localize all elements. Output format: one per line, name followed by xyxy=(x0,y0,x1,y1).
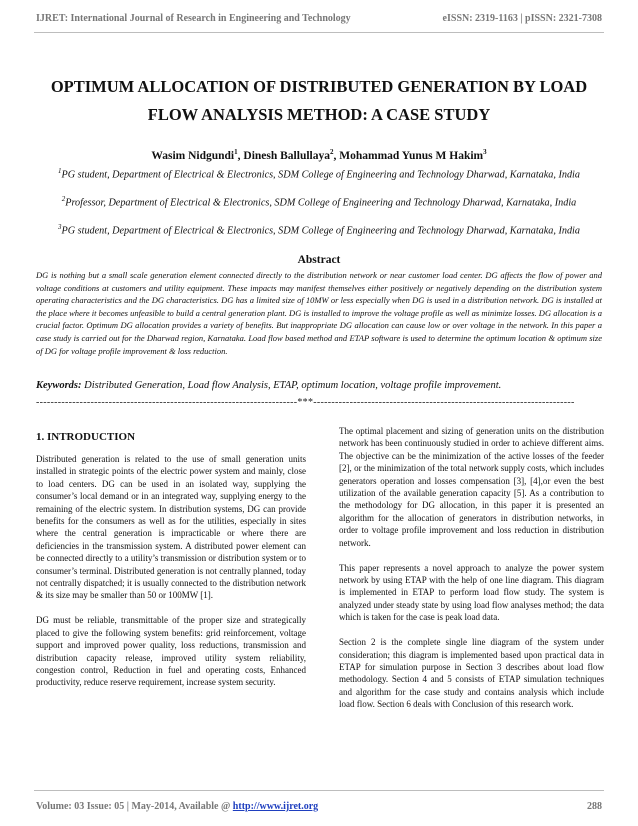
left-column xyxy=(36,431,306,701)
page-footer xyxy=(36,801,602,812)
author-mark: 2 xyxy=(329,148,334,156)
journal-name: IJRET: International Journal of Research in Engineering and Technology xyxy=(36,13,351,24)
author-name: Wasim Nidgundi xyxy=(151,149,235,162)
affiliation-text: PG student, Department of Electrical & Electronics, SDM College of Engineering and Technology Dharwad, Karnataka, India xyxy=(61,169,580,181)
footer-rule xyxy=(34,790,604,791)
author-mark: 1 xyxy=(234,148,238,156)
keywords-text: Distributed Generation, Load flow Analysis, ETAP, optimum location, voltage profile improvement. xyxy=(84,380,502,391)
author-mark: 3 xyxy=(483,148,487,156)
page-header xyxy=(36,13,602,24)
issn-info: eISSN: 2319-1163 | pISSN: 2321-7308 xyxy=(442,13,602,24)
affiliation-mark: 2 xyxy=(61,195,66,203)
body-paragraph: This paper represents a novel approach to analyze the power system network by using ETAP with the help of one line diagram. This diagram is implemented in ETAP to perform load flow study. The system is analyzed under steady state by using load flow analyses method; the data which is taken for the case is peak load data. xyxy=(339,562,604,623)
affiliation xyxy=(36,165,602,182)
keywords-label: Keywords: xyxy=(36,380,82,391)
affiliation xyxy=(36,221,602,238)
affiliation-mark: 1 xyxy=(58,167,62,175)
volume-info xyxy=(36,801,318,812)
body-paragraph: The optimal placement and sizing of generation units on the distribution network has been continuously studied in order to achieve different aims. The objective can be the minimization of the active losses of the feeder [2], or the minimization of the total network supply costs, which includes generators operation and losses compensation [3], [4],or even the best utilization of the available generation capacity [5]. As a contribution to the methodology for DG allocation, in this paper it is presented an algorithm for the allocation of generators in distribution networks, in order to voltage profile improvement and loss reduction in distribution network. xyxy=(339,426,604,548)
author-separator: , xyxy=(333,149,340,162)
abstract-heading: Abstract xyxy=(297,254,341,266)
section-heading: 1. INTRODUCTION xyxy=(36,431,136,443)
body-paragraph: Section 2 is the complete single line diagram of the system under consideration; this diagram is implemented based upon practical data in ETAP for simulation purpose in Section 3 describes about load flow methodology. Section 4 and 5 consists of ETAP simulation techniques and algorithm for the case study and contains analysis which include load flow. Section 6 deals with Conclusion of this research work. xyxy=(339,637,604,710)
affiliation-text: PG student, Department of Electrical & Electronics, SDM College of Engineering and Technology Dharwad, Karnataka, India xyxy=(61,225,580,237)
paper-title: OPTIMUM ALLOCATION OF DISTRIBUTED GENERATION BY LOAD FLOW ANALYSIS METHOD: A CASE STUDY xyxy=(50,77,588,124)
author-name: Dinesh Ballullaya xyxy=(243,149,330,162)
affiliation-mark: 3 xyxy=(58,223,62,231)
page-number: 288 xyxy=(587,801,602,812)
abstract-text: DG is nothing but a small scale generation element connected directly to the distribution network or near customer load center. DG affects the flow of power and voltage conditions at customers and utility equipment. These impacts may manifest themselves either positively or negatively depending on the distribution system operating characteristics and the DG characteristics. DG has a limited size of 10MW or less especially when DG is used in a distribution network. DG is installed at the place where it becomes unfeasible to build a central generation plant. DG is installed to improve the voltage profile as well as minimize losses. DG allocation is a crucial factor. Optimum DG allocation provides a variety of benefits. But inappropriate DG allocation can cause low or over voltage in the network. In this paper a case study is carried out for the Dharwad region, Karnataka. Load flow based method and ETAP software is used to determine the optimum location & optimum size of DG for voltage profile improvement & loss reduction. xyxy=(36,270,602,356)
affiliation xyxy=(36,193,602,210)
author-name: Mohammad Yunus M Hakim xyxy=(339,149,484,162)
affiliation-text: Professor, Department of Electrical & Electronics, SDM College of Engineering and Technology Dharwad, Karnataka, India xyxy=(65,197,577,209)
right-column xyxy=(339,425,604,723)
body-paragraph: Distributed generation is related to the use of small generation units installed in strategic points of the electric power system and mainly, close to load centers. DG can be used in an isolated way, supplying the consumer’s local demand or in an integrated way, supplying energy to the remaining of the electric system. In distribution systems, DG can provide benefits for the consumers as well as for the utilities, especially in sites where the central generation is impracticable or where there are deficiencies in the transmission system. A distributed power element can be connected directly to a utility’s transmission or distribution system or to consumer’s terminal. Distributed generation is not centrally planned, today not centrally dispatched; it is usually connected to the distribution network & its size may be smaller than 50 or 100MW [1]. xyxy=(36,454,306,601)
body-paragraph: DG must be reliable, transmittable of the proper size and strategically placed to give the following system benefits: grid reinforcement, voltage support and improved power quality, loss reductions, transmission and distribution capacity release, improved utility system reliability, congestion control, Reduction in fuel and operating costs, Enhanced productivity, reduce reserve requirement, increase system security. xyxy=(36,615,306,688)
author-separator: , xyxy=(237,149,244,162)
volume-text: Volume: 03 Issue: 05 | May-2014, Available @ xyxy=(36,801,233,812)
section-separator: ------------------------------------------------------------------------***------------------------------------------------------------------------ xyxy=(36,397,575,408)
keywords xyxy=(36,380,602,391)
journal-link[interactable]: http://www.ijret.org xyxy=(232,801,319,812)
header-rule xyxy=(34,32,604,33)
author-list xyxy=(36,148,602,162)
